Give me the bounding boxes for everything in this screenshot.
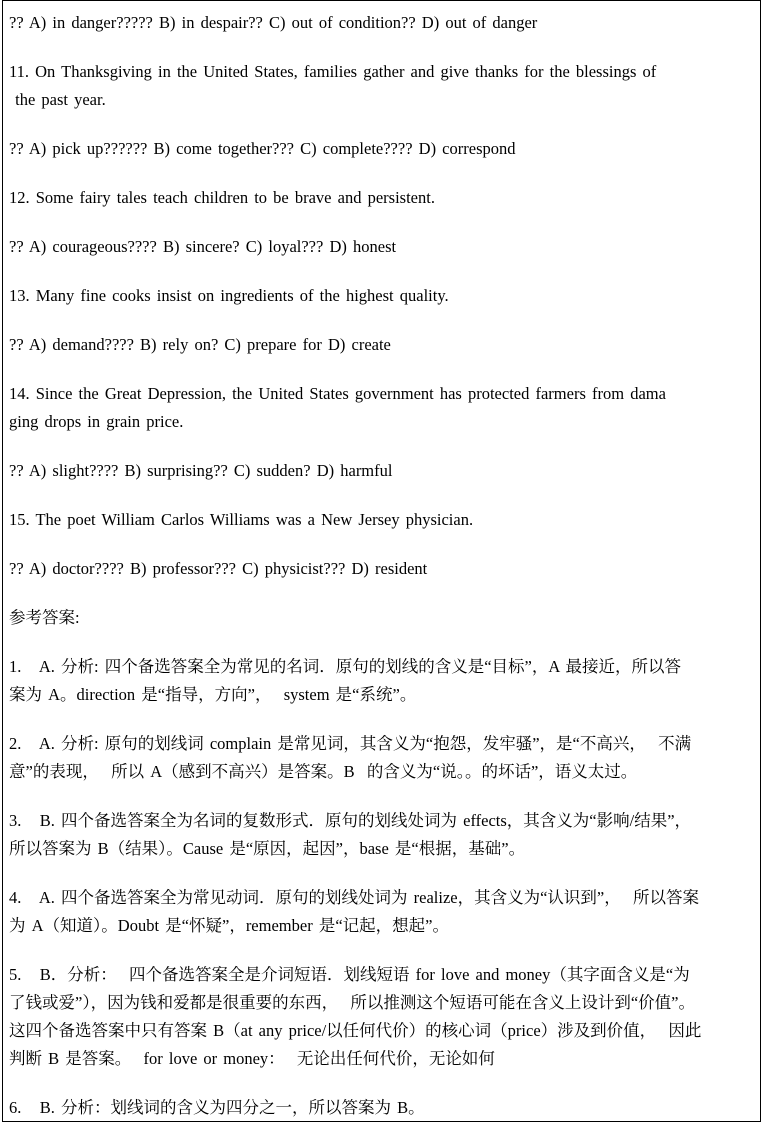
text-line: 1. A. 分析: 四个备选答案全为常见的名词．原句的划线的含义是“目标”，A 最接近，所以答 xyxy=(9,657,681,676)
text-line: 判断 B 是答案。 for love or money： 无论出任何代价，无论如何 xyxy=(9,1049,495,1068)
answer-explanation xyxy=(9,884,757,940)
document-page xyxy=(2,0,761,1122)
answer-options xyxy=(9,457,757,485)
text-line: ging drops in grain price. xyxy=(9,412,184,431)
answer-explanation xyxy=(9,730,757,786)
text-line: 5. B．分析： 四个备选答案全是介词短语．划线短语 for love and money（其字面含义是“为 xyxy=(9,965,690,984)
text-line: 参考答案: xyxy=(9,608,80,627)
answer-explanation xyxy=(9,1094,757,1122)
question-item xyxy=(9,282,757,310)
text-line: 12. Some fairy tales teach children to be brave and persistent. xyxy=(9,188,435,207)
paragraph-gap xyxy=(9,37,757,58)
document-content xyxy=(9,9,757,1122)
paragraph-gap xyxy=(9,709,757,730)
question-item xyxy=(9,184,757,212)
text-line: 了钱或爱”），因为钱和爱都是很重要的东西， 所以推测这个短语可能在含义上设计到“价值”。 xyxy=(9,993,695,1012)
text-line: ?? A) courageous???? B) sincere? C) loyal??? D) honest xyxy=(9,237,397,256)
text-line: 3. B. 四个备选答案全为名词的复数形式．原句的划线处词为 effects，其含义为“影响/结果”， xyxy=(9,811,692,830)
paragraph-gap xyxy=(9,436,757,457)
text-line: 6. B. 分析：划线词的含义为四分之一，所以答案为 B。 xyxy=(9,1098,425,1117)
paragraph-gap xyxy=(9,114,757,135)
answer-options xyxy=(9,135,757,163)
text-line: 2. A. 分析: 原句的划线词 complain 是常见词，其含义为“抱怨，发牢骚”，是“不高兴， 不满 xyxy=(9,734,692,753)
section-heading xyxy=(9,604,757,632)
text-line: 所以答案为 B（结果）。Cause 是“原因，起因”，base 是“根据，基础”。 xyxy=(9,839,526,858)
text-line: ?? A) slight???? B) surprising?? C) sudden? D) harmful xyxy=(9,461,393,480)
question-item xyxy=(9,506,757,534)
page-bottom-margin xyxy=(0,1122,765,1142)
answer-options xyxy=(9,9,757,37)
text-line: ?? A) demand???? B) rely on? C) prepare for D) create xyxy=(9,335,391,354)
text-line: ?? A) in danger????? B) in despair?? C) out of condition?? D) out of danger xyxy=(9,13,538,32)
text-line: 4. A. 四个备选答案全为常见动词．原句的划线处词为 realize，其含义为“认识到”， 所以答案 xyxy=(9,888,699,907)
text-line: 这四个备选答案中只有答案 B（at any price/以任何代价）的核心词（price）涉及到价值， 因此 xyxy=(9,1021,702,1040)
paragraph-gap xyxy=(9,163,757,184)
answer-options xyxy=(9,555,757,583)
paragraph-gap xyxy=(9,261,757,282)
text-line: 为 A（知道）。Doubt 是“怀疑”，remember 是“记起，想起”。 xyxy=(9,916,449,935)
paragraph-gap xyxy=(9,310,757,331)
answer-explanation xyxy=(9,961,757,1073)
text-line: 13. Many fine cooks insist on ingredients of the highest quality. xyxy=(9,286,449,305)
question-item xyxy=(9,380,757,436)
paragraph-gap xyxy=(9,583,757,604)
text-line: the past year. xyxy=(9,90,106,109)
answer-options xyxy=(9,331,757,359)
paragraph-gap xyxy=(9,212,757,233)
text-line: 11. On Thanksgiving in the United States, families gather and give thanks for the blessings of xyxy=(9,62,657,81)
paragraph-gap xyxy=(9,786,757,807)
text-line: 15. The poet William Carlos Williams was a New Jersey physician. xyxy=(9,510,474,529)
paragraph-gap xyxy=(9,632,757,653)
answer-options xyxy=(9,233,757,261)
text-line: ?? A) pick up?????? B) come together??? C) complete???? D) correspond xyxy=(9,139,516,158)
text-line: ?? A) doctor???? B) professor??? C) physicist??? D) resident xyxy=(9,559,428,578)
question-item xyxy=(9,58,757,114)
text-line: 14. Since the Great Depression, the United States government has protected farmers from dama xyxy=(9,384,666,403)
text-line: 意”的表现， 所以 A（感到不高兴）是答案。B 的含义为“说。。的坏话”，语义太过。 xyxy=(9,762,638,781)
paragraph-gap xyxy=(9,534,757,555)
paragraph-gap xyxy=(9,1073,757,1094)
answer-explanation xyxy=(9,807,757,863)
text-line: 案为 A。direction 是“指导，方向”， system 是“系统”。 xyxy=(9,685,417,704)
paragraph-gap xyxy=(9,485,757,506)
paragraph-gap xyxy=(9,940,757,961)
answer-explanation xyxy=(9,653,757,709)
paragraph-gap xyxy=(9,863,757,884)
paragraph-gap xyxy=(9,359,757,380)
